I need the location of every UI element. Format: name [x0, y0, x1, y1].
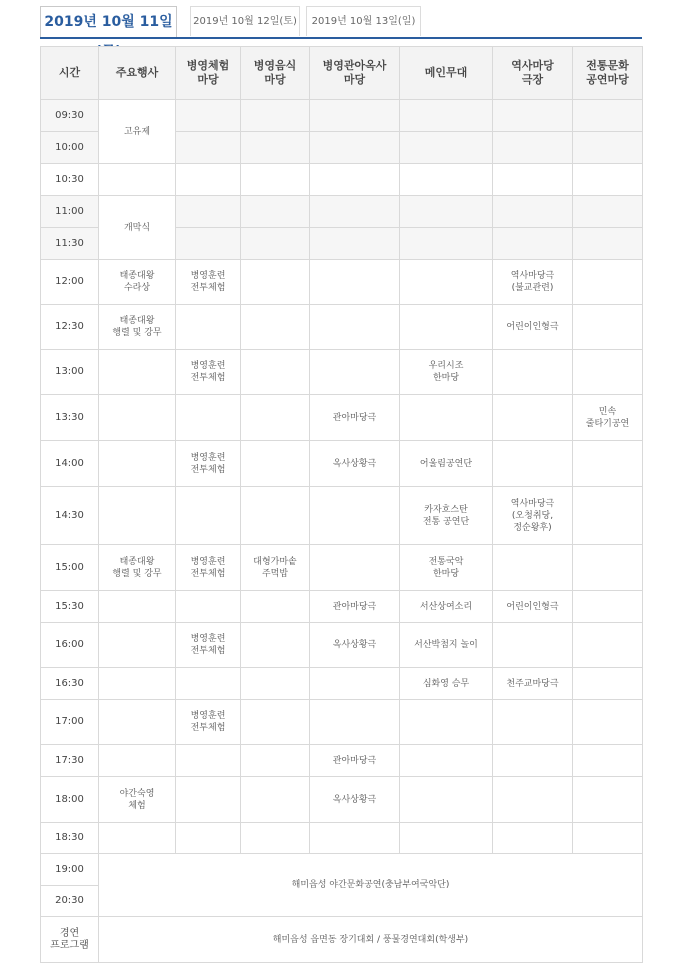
empty-cell — [241, 700, 310, 745]
table-row — [41, 823, 643, 854]
table-row — [41, 100, 643, 132]
empty-cell — [310, 100, 400, 132]
empty-cell — [573, 591, 643, 623]
time-cell: 10:00 — [41, 132, 99, 164]
time-cell: 17:00 — [41, 700, 99, 745]
time-cell: 10:30 — [41, 164, 99, 196]
time-cell: 11:30 — [41, 228, 99, 260]
empty-cell — [99, 395, 176, 441]
event-cell: 옥사상황극 — [310, 441, 400, 487]
empty-cell — [310, 260, 400, 305]
time-cell: 14:00 — [41, 441, 99, 487]
empty-cell — [241, 350, 310, 395]
empty-cell — [241, 668, 310, 700]
empty-cell — [493, 395, 573, 441]
table-row — [41, 591, 643, 623]
event-cell: 개막식 — [99, 196, 176, 260]
event-cell: 병영훈련 전투체험 — [176, 545, 241, 591]
empty-cell — [400, 823, 493, 854]
tabs-underline — [40, 37, 642, 39]
time-cell: 18:30 — [41, 823, 99, 854]
empty-cell — [493, 100, 573, 132]
table-row — [41, 745, 643, 777]
empty-cell — [400, 700, 493, 745]
empty-cell — [176, 164, 241, 196]
empty-cell — [310, 164, 400, 196]
event-cell: 대형가마솥 주먹밥 — [241, 545, 310, 591]
tab-oct-11[interactable]: 2019년 10월 11일 — [40, 6, 177, 39]
empty-cell — [400, 260, 493, 305]
table-row — [41, 668, 643, 700]
event-cell: 심화영 승무 — [400, 668, 493, 700]
empty-cell — [493, 196, 573, 228]
time-cell: 13:30 — [41, 395, 99, 441]
empty-cell — [573, 228, 643, 260]
tab-oct-13[interactable]: 2019년 10월 13일(일) — [306, 6, 421, 36]
event-cell: 관아마당극 — [310, 395, 400, 441]
empty-cell — [241, 395, 310, 441]
empty-cell — [310, 350, 400, 395]
empty-cell — [176, 668, 241, 700]
empty-cell — [99, 623, 176, 668]
night-concert-cell: 해미읍성 야간문화공연(충남부여국악단) — [99, 854, 643, 917]
col-header-tradition: 전통문화 공연마당 — [573, 47, 643, 100]
event-cell: 우리시조 한마당 — [400, 350, 493, 395]
empty-cell — [493, 745, 573, 777]
empty-cell — [241, 487, 310, 545]
empty-cell — [241, 305, 310, 350]
table-row — [41, 545, 643, 591]
empty-cell — [573, 668, 643, 700]
empty-cell — [573, 260, 643, 305]
time-cell: 17:30 — [41, 745, 99, 777]
event-cell: 태종대왕 수라상 — [99, 260, 176, 305]
table-row — [41, 196, 643, 228]
empty-cell — [310, 228, 400, 260]
event-cell: 천주교마당극 — [493, 668, 573, 700]
empty-cell — [573, 441, 643, 487]
empty-cell — [176, 100, 241, 132]
empty-cell — [400, 100, 493, 132]
event-cell: 역사마당극 (오청취당, 정순왕후) — [493, 487, 573, 545]
event-cell: 카자흐스탄 전통 공연단 — [400, 487, 493, 545]
time-cell: 18:00 — [41, 777, 99, 823]
table-row — [41, 487, 643, 545]
time-cell: 19:00 — [41, 854, 99, 886]
event-cell: 옥사상황극 — [310, 777, 400, 823]
empty-cell — [241, 441, 310, 487]
empty-cell — [241, 164, 310, 196]
event-cell: 관아마당극 — [310, 591, 400, 623]
empty-cell — [400, 745, 493, 777]
empty-cell — [176, 228, 241, 260]
empty-cell — [99, 164, 176, 196]
empty-cell — [400, 777, 493, 823]
empty-cell — [99, 823, 176, 854]
event-cell: 태종대왕 행렬 및 강무 — [99, 305, 176, 350]
table-row — [41, 917, 643, 963]
empty-cell — [573, 745, 643, 777]
empty-cell — [99, 350, 176, 395]
empty-cell — [176, 777, 241, 823]
empty-cell — [400, 196, 493, 228]
event-cell: 민속 줄타기공연 — [573, 395, 643, 441]
time-cell: 12:00 — [41, 260, 99, 305]
col-header-main-event: 주요행사 — [99, 47, 176, 100]
col-header-experience: 병영체험 마당 — [176, 47, 241, 100]
event-cell: 고유제 — [99, 100, 176, 164]
tab-oct-12[interactable]: 2019년 10월 12일(토) — [190, 6, 300, 36]
empty-cell — [176, 196, 241, 228]
event-cell: 역사마당극 (불교관련) — [493, 260, 573, 305]
empty-cell — [310, 823, 400, 854]
event-cell: 어린이인형극 — [493, 591, 573, 623]
empty-cell — [241, 777, 310, 823]
col-header-office: 병영관아옥사 마당 — [310, 47, 400, 100]
empty-cell — [99, 668, 176, 700]
event-cell: 야간숙영 체험 — [99, 777, 176, 823]
empty-cell — [310, 196, 400, 228]
empty-cell — [176, 823, 241, 854]
event-cell: 병영훈련 전투체험 — [176, 350, 241, 395]
event-cell: 어린이인형극 — [493, 305, 573, 350]
empty-cell — [176, 487, 241, 545]
empty-cell — [493, 164, 573, 196]
time-cell: 09:30 — [41, 100, 99, 132]
empty-cell — [493, 623, 573, 668]
event-cell: 서산상여소리 — [400, 591, 493, 623]
empty-cell — [176, 132, 241, 164]
empty-cell — [573, 305, 643, 350]
empty-cell — [241, 260, 310, 305]
date-tabs — [40, 6, 642, 38]
empty-cell — [310, 700, 400, 745]
empty-cell — [241, 745, 310, 777]
empty-cell — [573, 623, 643, 668]
event-cell: 전통국악 한마당 — [400, 545, 493, 591]
empty-cell — [310, 668, 400, 700]
empty-cell — [573, 132, 643, 164]
col-header-main-stage: 메인무대 — [400, 47, 493, 100]
table-row — [41, 350, 643, 395]
empty-cell — [493, 545, 573, 591]
event-cell: 병영훈련 전투체험 — [176, 623, 241, 668]
empty-cell — [493, 700, 573, 745]
empty-cell — [310, 305, 400, 350]
table-row — [41, 441, 643, 487]
empty-cell — [573, 100, 643, 132]
empty-cell — [241, 823, 310, 854]
empty-cell — [493, 777, 573, 823]
empty-cell — [400, 305, 493, 350]
empty-cell — [400, 164, 493, 196]
col-header-history: 역사마당 극장 — [493, 47, 573, 100]
time-cell: 15:30 — [41, 591, 99, 623]
empty-cell — [99, 487, 176, 545]
event-cell: 병영훈련 전투체험 — [176, 260, 241, 305]
empty-cell — [310, 132, 400, 164]
empty-cell — [176, 591, 241, 623]
time-cell: 20:30 — [41, 886, 99, 917]
empty-cell — [400, 132, 493, 164]
col-header-food: 병영음식 마당 — [241, 47, 310, 100]
empty-cell — [493, 823, 573, 854]
empty-cell — [573, 350, 643, 395]
schedule-table — [40, 46, 643, 963]
event-cell: 옥사상황극 — [310, 623, 400, 668]
header-row — [41, 47, 643, 100]
empty-cell — [400, 228, 493, 260]
empty-cell — [241, 228, 310, 260]
empty-cell — [573, 487, 643, 545]
empty-cell — [99, 700, 176, 745]
event-cell: 태종대왕 행렬 및 강무 — [99, 545, 176, 591]
time-cell: 11:00 — [41, 196, 99, 228]
time-cell: 14:30 — [41, 487, 99, 545]
empty-cell — [493, 228, 573, 260]
empty-cell — [573, 823, 643, 854]
time-cell: 12:30 — [41, 305, 99, 350]
program-label: 경연 프로그램 — [41, 917, 99, 963]
empty-cell — [573, 164, 643, 196]
empty-cell — [400, 395, 493, 441]
table-row — [41, 164, 643, 196]
empty-cell — [241, 196, 310, 228]
empty-cell — [573, 196, 643, 228]
event-cell: 어울림공연단 — [400, 441, 493, 487]
empty-cell — [493, 441, 573, 487]
event-cell: 병영훈련 전투체험 — [176, 700, 241, 745]
empty-cell — [241, 100, 310, 132]
empty-cell — [573, 777, 643, 823]
col-header-time: 시간 — [41, 47, 99, 100]
event-cell: 병영훈련 전투체험 — [176, 441, 241, 487]
empty-cell — [99, 745, 176, 777]
time-cell: 16:00 — [41, 623, 99, 668]
time-cell: 15:00 — [41, 545, 99, 591]
table-row — [41, 395, 643, 441]
table-row — [41, 777, 643, 823]
table-row — [41, 305, 643, 350]
empty-cell — [241, 132, 310, 164]
empty-cell — [99, 441, 176, 487]
empty-cell — [241, 623, 310, 668]
empty-cell — [99, 591, 176, 623]
event-cell: 서산박첨지 놀이 — [400, 623, 493, 668]
time-cell: 13:00 — [41, 350, 99, 395]
empty-cell — [310, 545, 400, 591]
time-cell: 16:30 — [41, 668, 99, 700]
contest-cell: 해미읍성 읍면동 장기대회 / 풍물경연대회(학생부) — [99, 917, 643, 963]
table-row — [41, 700, 643, 745]
empty-cell — [241, 591, 310, 623]
table-row — [41, 260, 643, 305]
empty-cell — [176, 305, 241, 350]
empty-cell — [493, 132, 573, 164]
empty-cell — [176, 745, 241, 777]
empty-cell — [573, 700, 643, 745]
empty-cell — [493, 350, 573, 395]
empty-cell — [310, 487, 400, 545]
empty-cell — [176, 395, 241, 441]
table-row — [41, 854, 643, 886]
event-cell: 관아마당극 — [310, 745, 400, 777]
empty-cell — [573, 545, 643, 591]
table-row — [41, 623, 643, 668]
